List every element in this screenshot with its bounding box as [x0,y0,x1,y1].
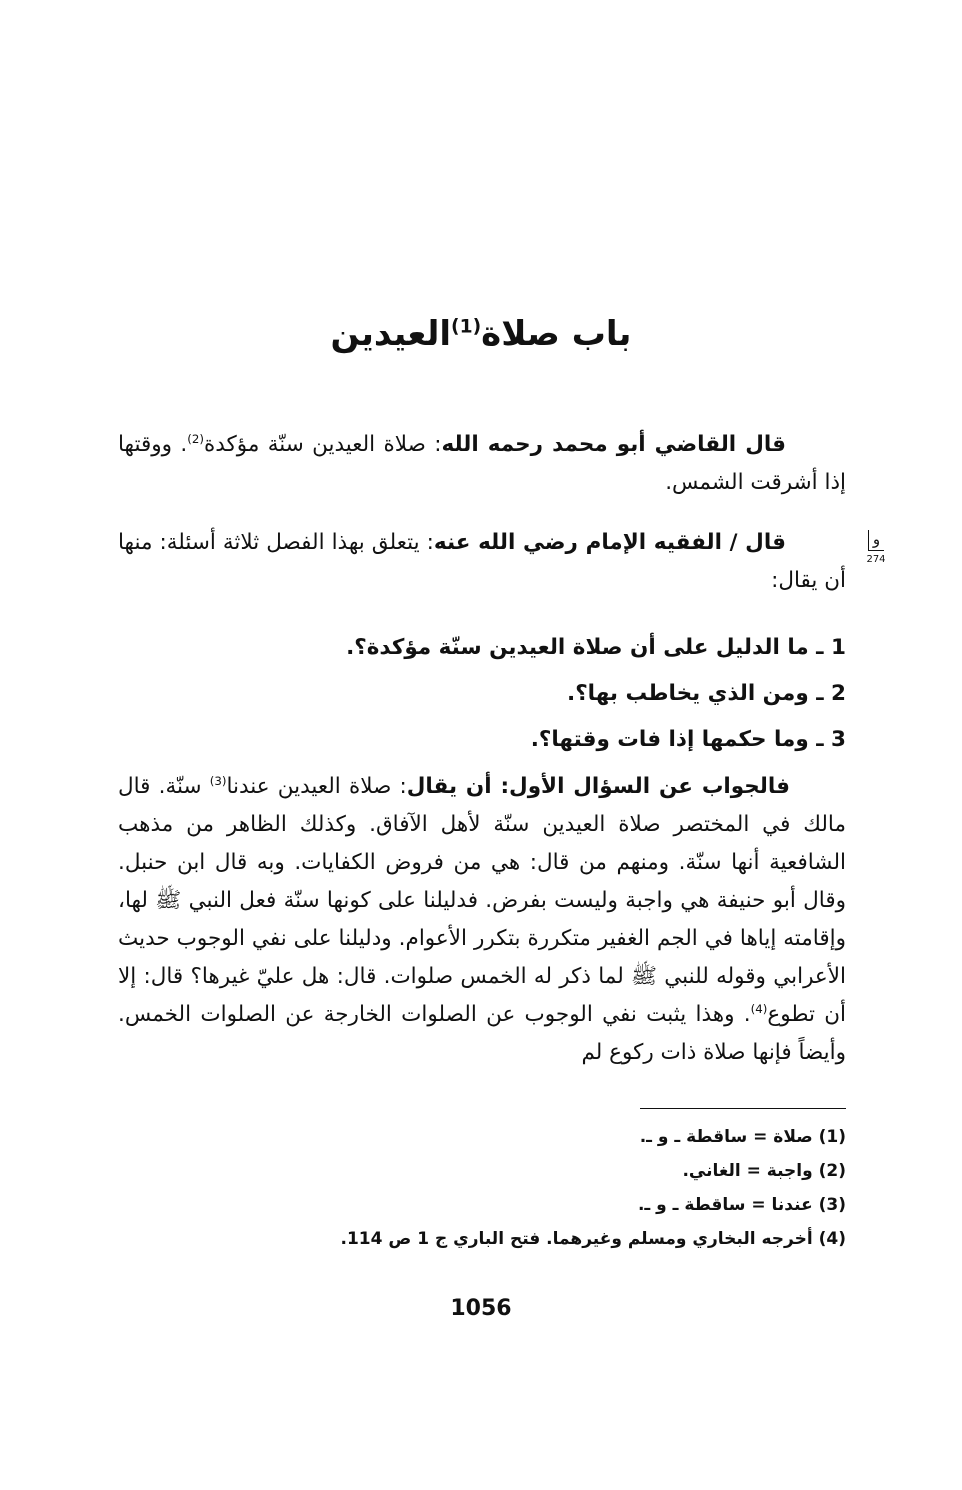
paragraph-answer-text-a: : صلاة العيدين عندنا [226,774,407,799]
question-1: 1 ـ ما الدليل على أن صلاة العيدين سنّة مؤكدة؟. [346,635,846,660]
title-text-end: العيدين [330,314,452,354]
paragraph-opening-tail: . ووقتها إذا أشرقت الشمس. [118,432,846,495]
paragraph-answer-heading: فالجواب عن السؤال الأول: أن يقال [406,774,790,799]
footnote-2: (2) واجبة = الغاني. [682,1161,846,1181]
paragraph-questions-intro [118,524,846,600]
page-number: 1056 [450,1296,512,1321]
title-text-start: باب صلاة [481,314,632,354]
title-footnote-ref: (1) [451,316,482,338]
footnote-ref-3: (3) [209,773,227,788]
question-3: 3 ـ وما حكمها إذا فات وقتها؟. [530,727,846,752]
paragraph-answer-text-c: . وهذا يثبت نفي الوجوب عن الصلوات الخارجة عن الصلوات الخمس. وأيضاً فإنها صلاة ذات ركوع لم [118,1002,846,1065]
footnote-ref-2: (2) [187,431,204,446]
paragraph-opening-text: : صلاة العيدين سنّة مؤكدة [203,432,442,457]
paragraph-questions-speaker: قال / الفقيه الإمام رضي الله عنه [433,530,786,555]
footnote-4: (4) أخرجه البخاري ومسلم وغيرهما. فتح الباري ج 1 ص 114. [340,1229,846,1249]
footnote-1: (1) صلاة = ساقطة ـ و ـ. [639,1127,846,1147]
paragraph-opening-speaker: قال القاضي أبو محمد رحمه الله [441,432,786,457]
paragraph-answer [118,768,846,1072]
footnote-3: (3) عندنا = ساقطة ـ و ـ. [637,1195,846,1215]
chapter-title [0,308,962,360]
footnote-ref-4: (4) [750,1001,768,1016]
paragraph-questions-text: : يتعلق بهذا الفصل ثلاثة أسئلة: منها أن يقال: [118,530,846,593]
margin-ref-letter: و [868,530,884,551]
paragraph-answer-text-b: سنّة. قال مالك في المختصر صلاة العيدين سنّة لأهل الآفاق. وكذلك الظاهر من مذهب الشافعية أنها سنّة. ومنهم من قال: هي من فروض الكفايات. وبه قال ابن حنبل. وقال أبو حنيفة هي واجبة وليست بفرض. فدليلنا على كونها سنّة فعل النبي ﷺ لها، وإقامته إياها في الجم الغفير متكررة بتكرر الأعوام. ودليلنا على نفي الوجوب حديث الأعرابي وقوله للنبي ﷺ لما ذكر له الخمس صلوات. قال: هل عليّ غيرها؟ قال: إلا أن تطوع [118,774,846,1027]
manuscript-margin-ref [856,530,896,569]
margin-ref-number: 274 [866,554,886,565]
paragraph-opening [118,426,846,502]
footnote-divider [640,1108,846,1109]
question-2: 2 ـ ومن الذي يخاطب بها؟. [567,681,846,706]
